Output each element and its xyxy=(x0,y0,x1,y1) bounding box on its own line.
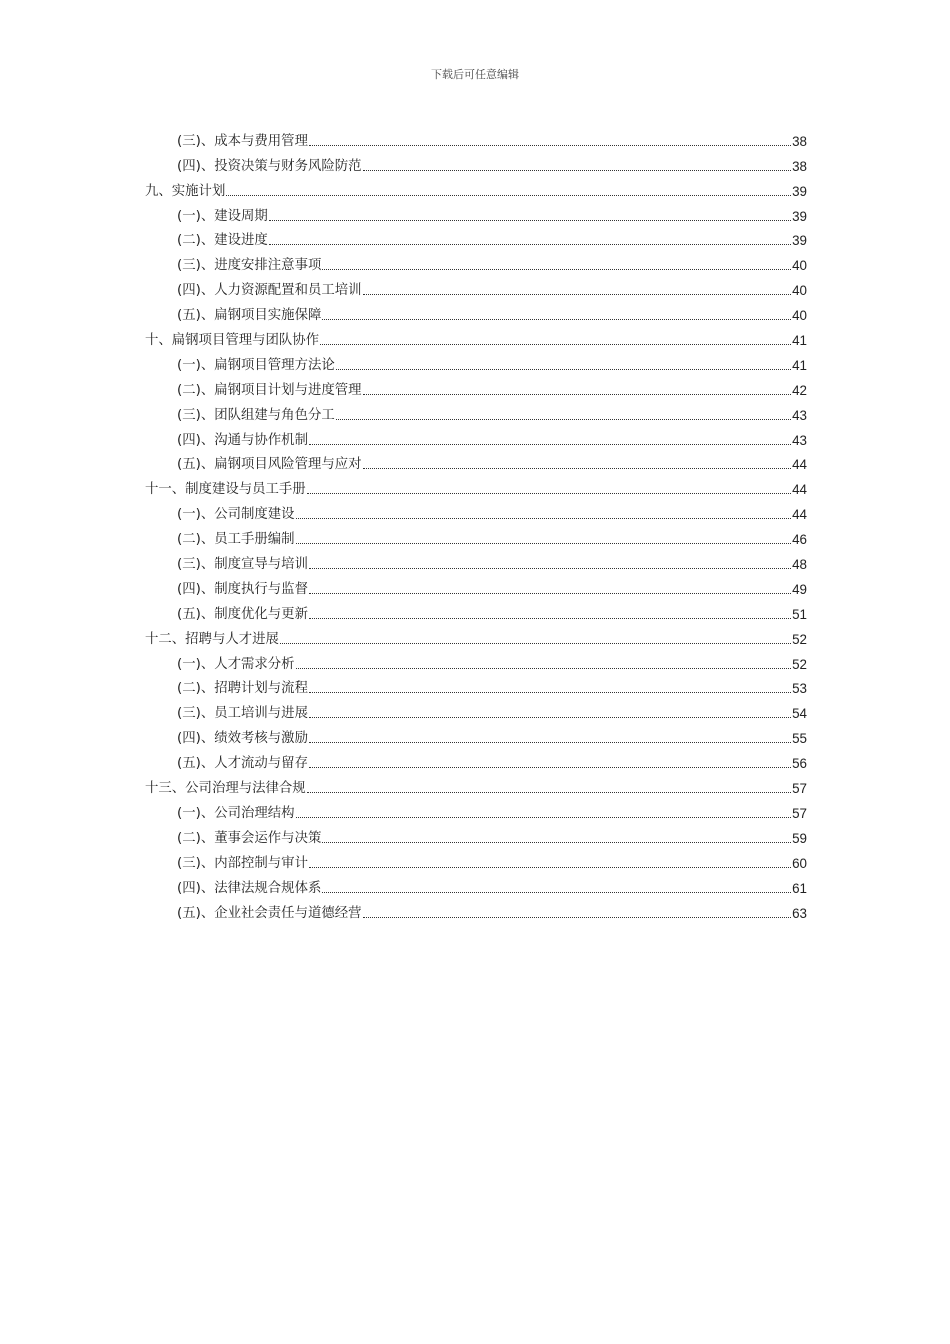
toc-dot-leader xyxy=(363,916,792,918)
toc-section-entry[interactable] xyxy=(145,822,807,847)
toc-entry-label: (五)、扁钢项目实施保障 xyxy=(177,308,322,324)
toc-dot-leader xyxy=(269,219,791,221)
toc-dot-leader xyxy=(309,617,791,619)
toc-page-number: 39 xyxy=(792,183,807,199)
toc-entry-label: (三)、团队组建与角色分工 xyxy=(177,407,335,423)
toc-page-number: 63 xyxy=(792,905,807,921)
toc-section-entry[interactable] xyxy=(145,573,807,598)
toc-page-number: 40 xyxy=(792,258,807,274)
toc-dot-leader xyxy=(309,144,791,146)
toc-page-number: 61 xyxy=(792,880,807,896)
toc-page-number: 52 xyxy=(792,631,807,647)
toc-entry-label: (一)、公司治理结构 xyxy=(177,805,295,821)
toc-page-number: 44 xyxy=(792,457,807,473)
toc-entry-label: (三)、员工培训与进展 xyxy=(177,706,308,722)
toc-section-entry[interactable] xyxy=(145,274,807,299)
toc-dot-leader xyxy=(280,642,791,644)
toc-dot-leader xyxy=(309,866,791,868)
toc-dot-leader xyxy=(322,268,791,270)
toc-chapter-entry[interactable] xyxy=(145,623,807,648)
toc-section-entry[interactable] xyxy=(145,598,807,623)
table-of-contents xyxy=(145,125,807,922)
toc-entry-label: (一)、人才需求分析 xyxy=(177,656,295,672)
toc-dot-leader xyxy=(322,841,791,843)
toc-section-entry[interactable] xyxy=(145,523,807,548)
toc-chapter-entry[interactable] xyxy=(145,772,807,797)
toc-entry-label: (三)、成本与费用管理 xyxy=(177,133,308,149)
toc-section-entry[interactable] xyxy=(145,449,807,474)
toc-section-entry[interactable] xyxy=(145,747,807,772)
toc-entry-label: (二)、员工手册编制 xyxy=(177,532,295,548)
toc-page-number: 38 xyxy=(792,158,807,174)
toc-dot-leader xyxy=(309,592,791,594)
toc-section-entry[interactable] xyxy=(145,872,807,897)
toc-page-number: 56 xyxy=(792,756,807,772)
toc-entry-label: (二)、扁钢项目计划与进度管理 xyxy=(177,382,362,398)
toc-page-number: 54 xyxy=(792,706,807,722)
toc-page-number: 39 xyxy=(792,233,807,249)
toc-page-number: 48 xyxy=(792,557,807,573)
toc-dot-leader xyxy=(309,766,791,768)
toc-dot-leader xyxy=(296,667,792,669)
toc-page-number: 53 xyxy=(792,681,807,697)
toc-entry-label: (三)、制度宣导与培训 xyxy=(177,557,308,573)
toc-page-number: 42 xyxy=(792,382,807,398)
toc-entry-label: 十二、招聘与人才进展 xyxy=(145,631,279,647)
toc-entry-label: (三)、进度安排注意事项 xyxy=(177,258,322,274)
toc-section-entry[interactable] xyxy=(145,399,807,424)
toc-entry-label: (五)、制度优化与更新 xyxy=(177,606,308,622)
toc-section-entry[interactable] xyxy=(145,374,807,399)
toc-dot-leader xyxy=(336,418,791,420)
toc-entry-label: (四)、沟通与协作机制 xyxy=(177,432,308,448)
toc-dot-leader xyxy=(296,816,792,818)
toc-dot-leader xyxy=(307,791,791,793)
toc-entry-label: (二)、建设进度 xyxy=(177,233,268,249)
toc-dot-leader xyxy=(307,492,791,494)
toc-dot-leader xyxy=(309,741,791,743)
toc-entry-label: (一)、公司制度建设 xyxy=(177,507,295,523)
toc-page-number: 46 xyxy=(792,532,807,548)
toc-section-entry[interactable] xyxy=(145,125,807,150)
toc-section-entry[interactable] xyxy=(145,697,807,722)
toc-section-entry[interactable] xyxy=(145,797,807,822)
toc-section-entry[interactable] xyxy=(145,897,807,922)
toc-dot-leader xyxy=(363,393,792,395)
toc-section-entry[interactable] xyxy=(145,548,807,573)
toc-chapter-entry[interactable] xyxy=(145,324,807,349)
toc-page-number: 57 xyxy=(792,781,807,797)
toc-dot-leader xyxy=(322,891,791,893)
toc-page-number: 39 xyxy=(792,208,807,224)
toc-dot-leader xyxy=(226,194,791,196)
toc-entry-label: 十一、制度建设与员工手册 xyxy=(145,482,306,498)
toc-entry-label: 十、扁钢项目管理与团队协作 xyxy=(145,333,320,349)
toc-page-number: 55 xyxy=(792,731,807,747)
toc-dot-leader xyxy=(296,542,792,544)
toc-entry-label: (四)、人力资源配置和员工培训 xyxy=(177,283,362,299)
toc-entry-label: (四)、法律法规合规体系 xyxy=(177,880,322,896)
toc-section-entry[interactable] xyxy=(145,349,807,374)
toc-dot-leader xyxy=(309,716,791,718)
toc-dot-leader xyxy=(363,169,792,171)
toc-entry-label: (三)、内部控制与审计 xyxy=(177,855,308,871)
toc-entry-label: (一)、建设周期 xyxy=(177,208,268,224)
toc-section-entry[interactable] xyxy=(145,673,807,698)
toc-page-number: 44 xyxy=(792,507,807,523)
page-header: 下载后可任意编辑 xyxy=(431,68,519,81)
toc-section-entry[interactable] xyxy=(145,498,807,523)
toc-dot-leader xyxy=(320,343,791,345)
toc-page-number: 41 xyxy=(792,333,807,349)
toc-entry-label: 九、实施计划 xyxy=(145,183,226,199)
toc-section-entry[interactable] xyxy=(145,648,807,673)
toc-dot-leader xyxy=(322,318,791,320)
toc-page-number: 41 xyxy=(792,357,807,373)
toc-section-entry[interactable] xyxy=(145,424,807,449)
toc-entry-label: (五)、扁钢项目风险管理与应对 xyxy=(177,457,362,473)
toc-page-number: 40 xyxy=(792,308,807,324)
toc-section-entry[interactable] xyxy=(145,847,807,872)
toc-page-number: 38 xyxy=(792,133,807,149)
toc-dot-leader xyxy=(309,443,791,445)
toc-page-number: 60 xyxy=(792,855,807,871)
toc-page-number: 59 xyxy=(792,830,807,846)
toc-section-entry[interactable] xyxy=(145,200,807,225)
toc-entry-label: (五)、企业社会责任与道德经营 xyxy=(177,905,362,921)
toc-dot-leader xyxy=(363,293,792,295)
toc-entry-label: (一)、扁钢项目管理方法论 xyxy=(177,357,335,373)
toc-page-number: 49 xyxy=(792,581,807,597)
toc-page-number: 40 xyxy=(792,283,807,299)
toc-section-entry[interactable] xyxy=(145,249,807,274)
toc-section-entry[interactable] xyxy=(145,150,807,175)
toc-dot-leader xyxy=(296,517,792,519)
toc-entry-label: (五)、人才流动与留存 xyxy=(177,756,308,772)
toc-entry-label: (四)、制度执行与监督 xyxy=(177,581,308,597)
toc-page-number: 57 xyxy=(792,805,807,821)
toc-entry-label: (二)、招聘计划与流程 xyxy=(177,681,308,697)
toc-page-number: 44 xyxy=(792,482,807,498)
toc-page-number: 52 xyxy=(792,656,807,672)
toc-dot-leader xyxy=(309,567,791,569)
toc-page-number: 43 xyxy=(792,432,807,448)
toc-dot-leader xyxy=(363,467,792,469)
toc-section-entry[interactable] xyxy=(145,225,807,250)
toc-page-number: 43 xyxy=(792,407,807,423)
toc-dot-leader xyxy=(309,691,791,693)
toc-section-entry[interactable] xyxy=(145,722,807,747)
toc-section-entry[interactable] xyxy=(145,299,807,324)
toc-chapter-entry[interactable] xyxy=(145,473,807,498)
toc-page-number: 51 xyxy=(792,606,807,622)
toc-entry-label: 十三、公司治理与法律合规 xyxy=(145,781,306,797)
toc-dot-leader xyxy=(336,368,791,370)
toc-chapter-entry[interactable] xyxy=(145,175,807,200)
toc-entry-label: (四)、投资决策与财务风险防范 xyxy=(177,158,362,174)
toc-entry-label: (四)、绩效考核与激励 xyxy=(177,731,308,747)
toc-dot-leader xyxy=(269,243,791,245)
toc-entry-label: (二)、董事会运作与决策 xyxy=(177,830,322,846)
